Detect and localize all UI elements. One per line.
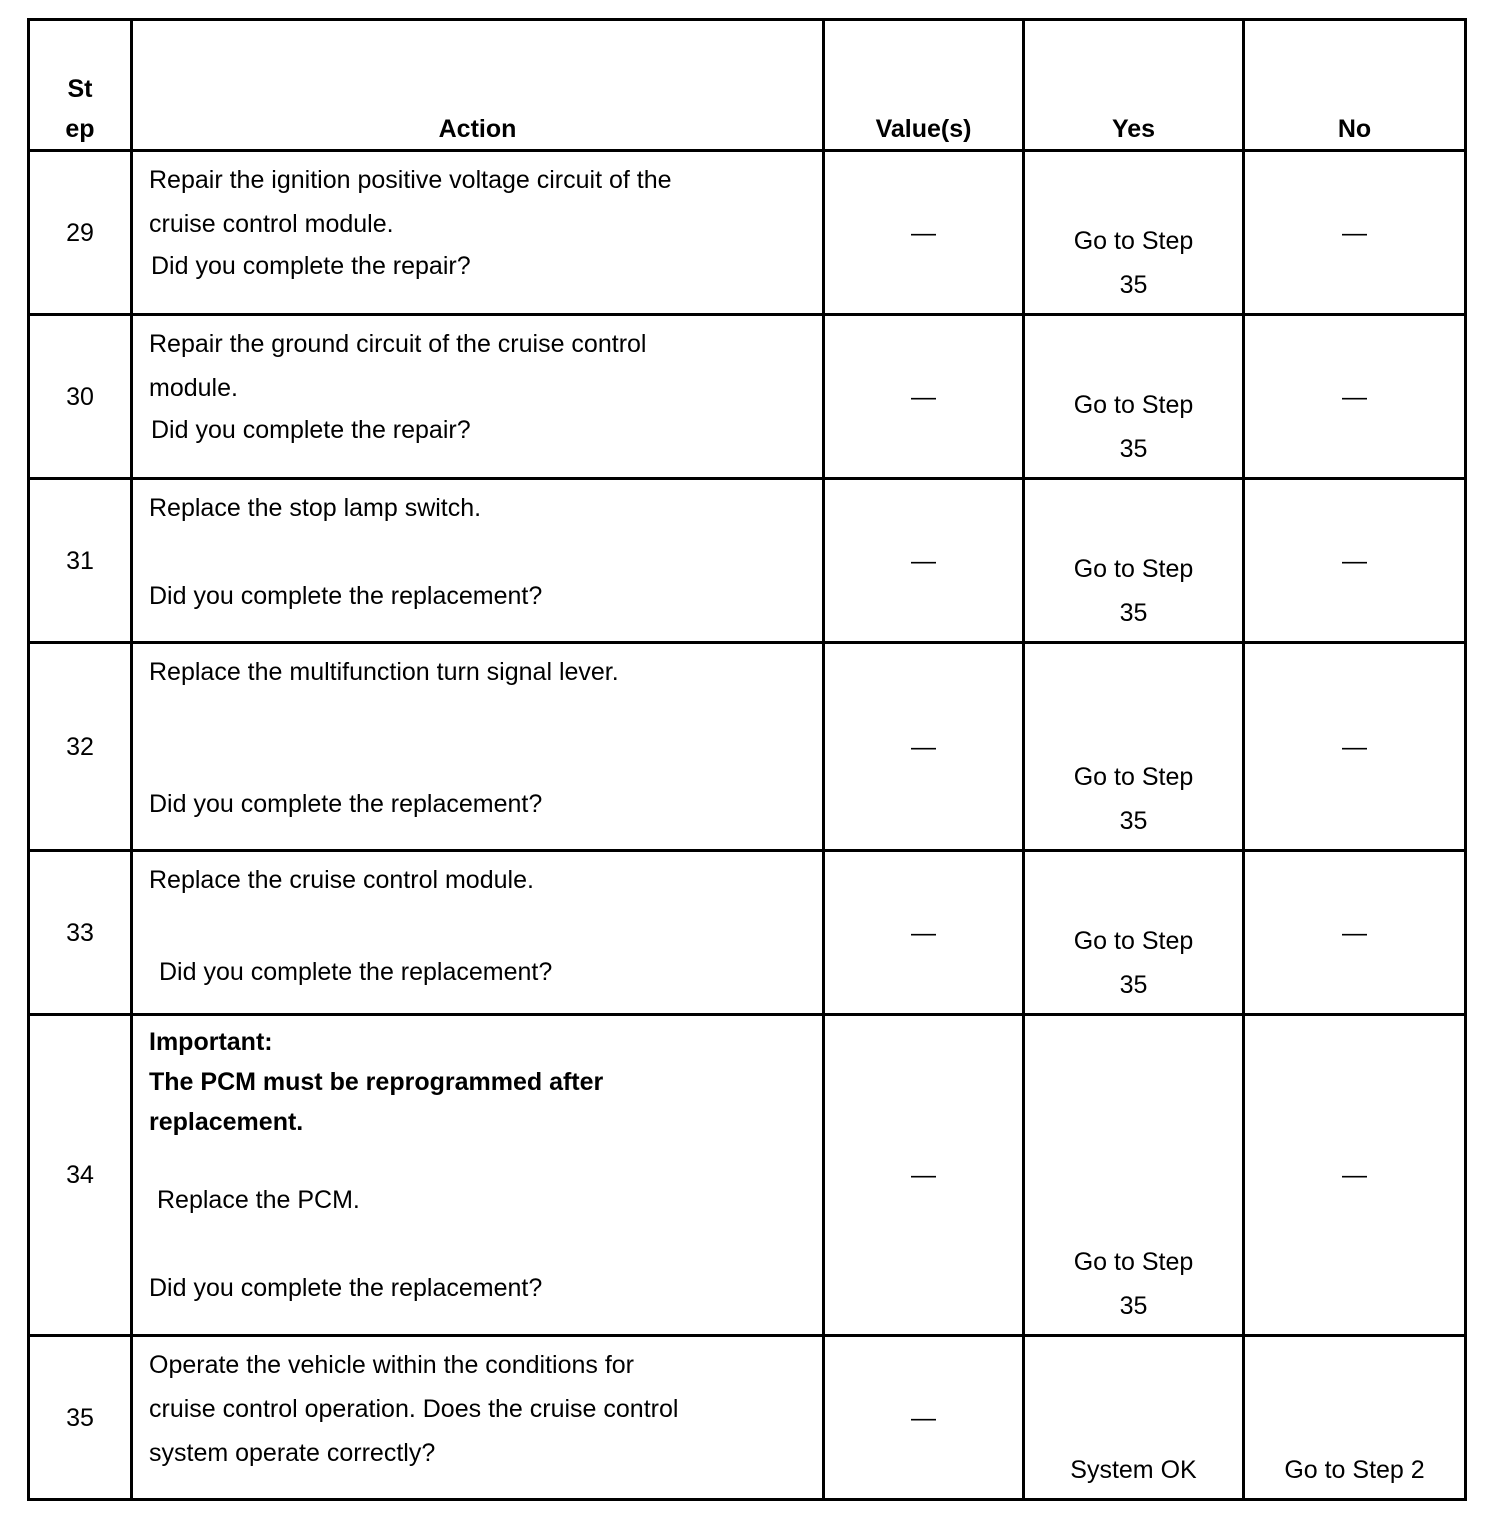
no-result: — [1244, 479, 1466, 643]
yes-result: Go to Step 35 [1024, 851, 1244, 1015]
header-no: No [1244, 20, 1466, 151]
value-dash: — [824, 643, 1024, 851]
no-result: — [1244, 1015, 1466, 1336]
yes-result: Go to Step 35 [1024, 315, 1244, 479]
header-step: St ep [29, 20, 132, 151]
yes-result: Go to Step 35 [1024, 1015, 1244, 1336]
table-row [29, 1336, 1466, 1500]
header-values: Value(s) [824, 20, 1024, 151]
yes-result: Go to Step 35 [1024, 643, 1244, 851]
table-row [29, 851, 1466, 1015]
table-row [29, 479, 1466, 643]
yes-result: Go to Step 35 [1024, 479, 1244, 643]
action-text: Replace the multifunction turn signal lever. Did you complete the replacement? [132, 643, 824, 851]
table-row [29, 315, 1466, 479]
action-text: Replace the cruise control module. Did you complete the replacement? [132, 851, 824, 1015]
important-note: The PCM must be reprogrammed after [149, 1068, 604, 1096]
action-text: Repair the ground circuit of the cruise control module. Did you complete the repair? [132, 315, 824, 479]
table-row [29, 1015, 1466, 1336]
step-number: 31 [29, 479, 132, 643]
step-number: 35 [29, 1336, 132, 1500]
header-row [29, 20, 1466, 151]
action-text: Repair the ignition positive voltage circuit of the cruise control module. Did you complete the repair? [132, 151, 824, 315]
diagnostic-table [27, 18, 1467, 1501]
value-dash: — [824, 851, 1024, 1015]
action-text: Replace the stop lamp switch. Did you complete the replacement? [132, 479, 824, 643]
step-number: 30 [29, 315, 132, 479]
value-dash: — [824, 1015, 1024, 1336]
value-dash: — [824, 479, 1024, 643]
step-number: 33 [29, 851, 132, 1015]
no-result: — [1244, 151, 1466, 315]
no-result: Go to Step 2 [1244, 1336, 1466, 1500]
no-result: — [1244, 643, 1466, 851]
action-text: Operate the vehicle within the conditions for cruise control operation. Does the cruise control system operate correctly? [132, 1336, 824, 1500]
header-yes: Yes [1024, 20, 1244, 151]
step-number: 32 [29, 643, 132, 851]
important-label: Important: [149, 1028, 273, 1056]
yes-result: Go to Step 35 [1024, 151, 1244, 315]
no-result: — [1244, 315, 1466, 479]
table-row [29, 643, 1466, 851]
table-row [29, 151, 1466, 315]
value-dash: — [824, 1336, 1024, 1500]
step-number: 34 [29, 1015, 132, 1336]
header-action: Action [132, 20, 824, 151]
yes-result: System OK [1024, 1336, 1244, 1500]
step-number: 29 [29, 151, 132, 315]
value-dash: — [824, 151, 1024, 315]
action-text: Important: The PCM must be reprogrammed after replacement. Replace the PCM. Did you complete the replacement? [132, 1015, 824, 1336]
value-dash: — [824, 315, 1024, 479]
no-result: — [1244, 851, 1466, 1015]
